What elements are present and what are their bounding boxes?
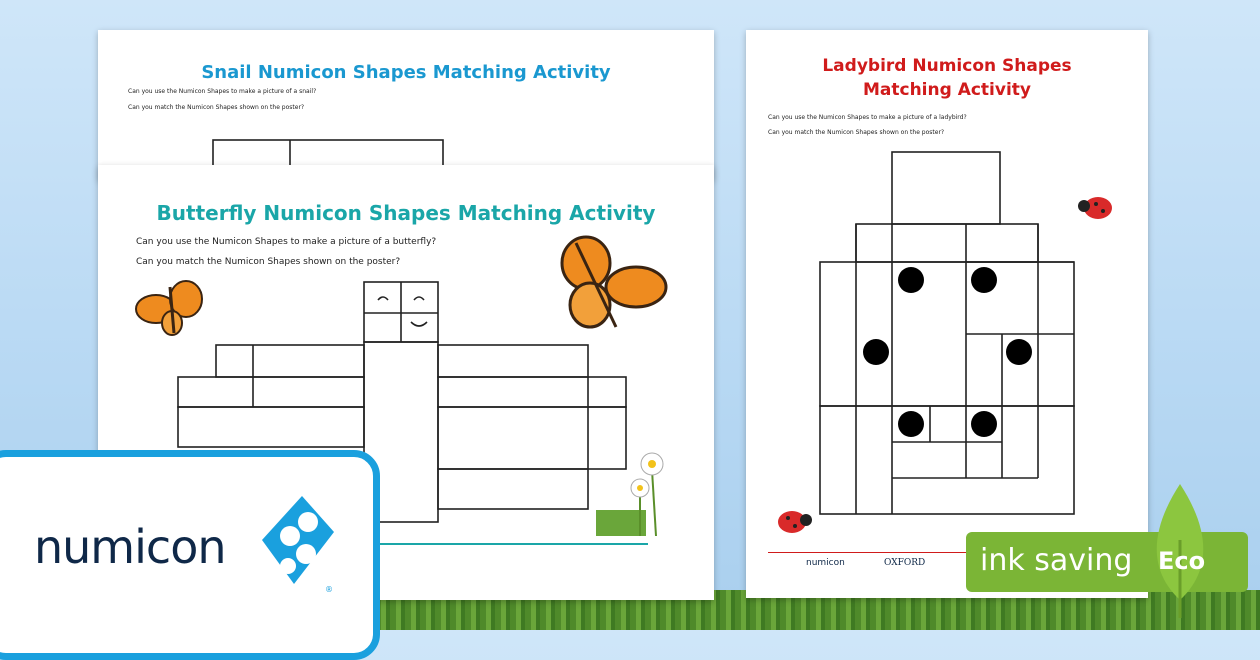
butterfly-title: Butterfly Numicon Shapes Matching Activity (156, 201, 656, 225)
ladybird-question-2: Can you match the Numicon Shapes shown on the poster? (768, 129, 945, 136)
ladybird-illustration-top (1076, 192, 1116, 222)
ladybird-title-line-2: Matching Activity (862, 80, 1032, 100)
ladybird-worksheet (746, 30, 1148, 598)
numicon-logo-text: numicon (34, 520, 226, 574)
numicon-logo-icon (258, 492, 338, 588)
footer-oxford-logo: OXFORD (884, 558, 926, 568)
butterfly-face (364, 282, 438, 342)
daisy-illustration (596, 450, 672, 536)
ink-saving-label: ink saving (980, 543, 1133, 578)
butterfly-question-2: Can you match the Numicon Shapes shown on the poster? (136, 257, 401, 267)
butterfly-illustration-small (134, 275, 208, 341)
snail-title: Snail Numicon Shapes Matching Activity (201, 62, 611, 83)
snail-question-1: Can you use the Numicon Shapes to make a picture of a snail? (128, 88, 317, 95)
ladybird-question-1: Can you use the Numicon Shapes to make a picture of a ladybird? (768, 114, 967, 121)
registered-mark: ® (325, 585, 333, 594)
butterfly-question-1: Can you use the Numicon Shapes to make a picture of a butterfly? (136, 237, 437, 247)
footer-numicon-logo: numicon (806, 558, 845, 568)
butterfly-illustration-large (556, 235, 670, 335)
eco-label: Eco (1158, 547, 1206, 575)
ladybird-title-line-1: Ladybird Numicon Shapes (822, 56, 1072, 76)
snail-question-2: Can you match the Numicon Shapes shown on the poster? (128, 104, 305, 111)
butterfly-footer-line (378, 543, 648, 545)
ladybird-illustration-bottom (774, 506, 814, 536)
snail-outline (98, 30, 714, 180)
snail-worksheet (98, 30, 714, 180)
